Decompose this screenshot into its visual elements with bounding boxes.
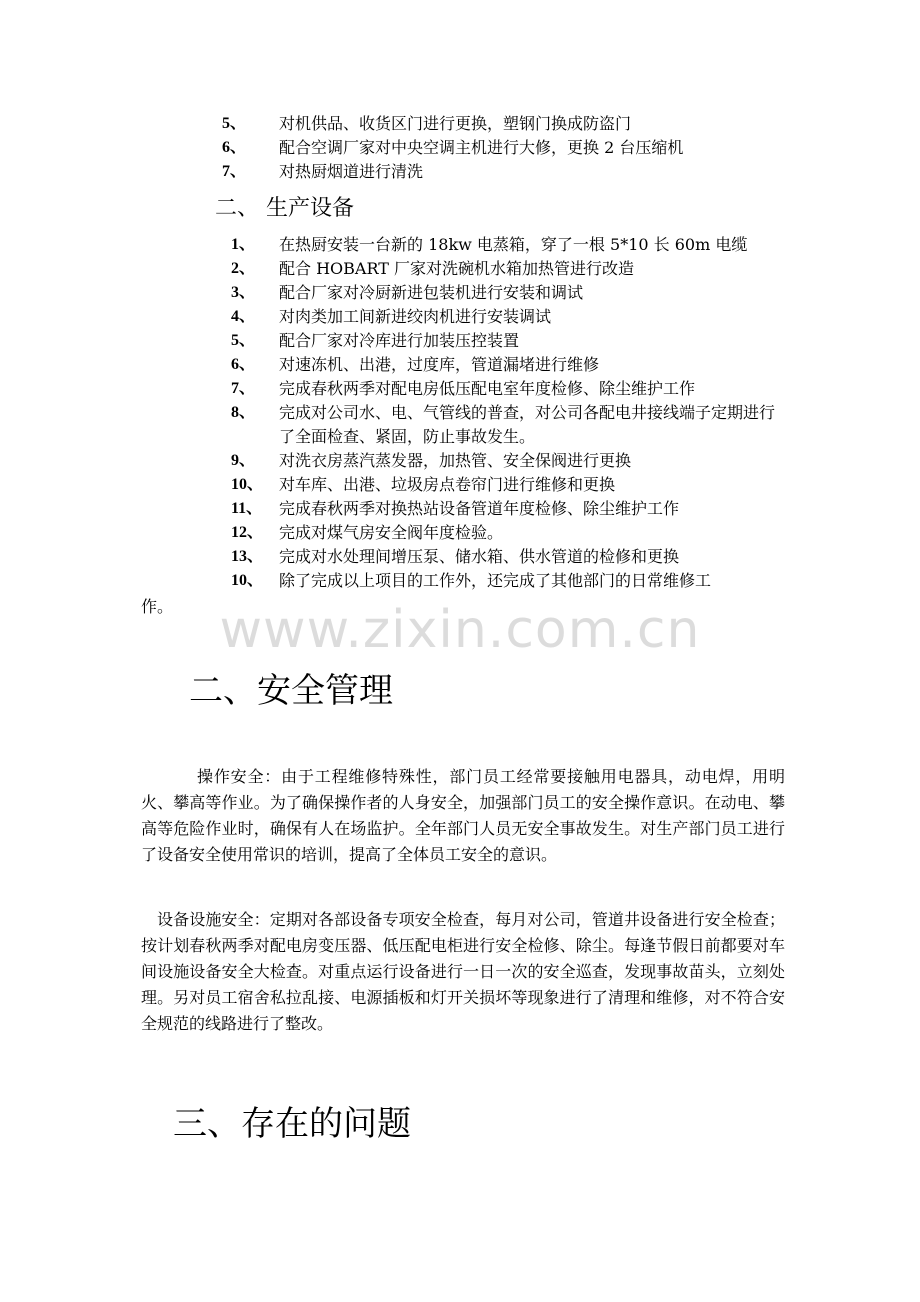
safety-heading: 二、安全管理 (189, 671, 393, 711)
list-item (0, 136, 920, 160)
item-text: 配合 HOBART 厂家对洗碗机水箱加热管进行改造 (279, 259, 634, 278)
list-item (0, 112, 920, 136)
item-text: 配合厂家对冷厨新进包装机进行安装和调试 (279, 283, 584, 302)
item-text: 完成对公司水、电、气管线的普查，对公司各配电井接线端子定期进行了全面检查、紧固，防止事故发生。 (279, 403, 776, 446)
item-number: 2、 (231, 260, 256, 277)
item-text: 对速冻机、出港，过度库，管道漏堵进行维修 (279, 355, 600, 374)
list-item (0, 569, 920, 593)
item-text: 对洗衣房蒸汽蒸发器，加热管、安全保阀进行更换 (279, 451, 632, 470)
list-item (0, 305, 920, 329)
item-number: 6、 (222, 139, 247, 156)
problems-heading: 三、存在的问题 (173, 1104, 411, 1144)
equipment-heading: 二、 生产设备 (215, 196, 354, 221)
item-text: 完成春秋两季对配电房低压配电室年度检修、除尘维护工作 (279, 379, 696, 398)
item-text: 完成对水处理间增压泵、储水箱、供水管道的检修和更换 (279, 547, 680, 566)
item-number: 4、 (231, 308, 256, 325)
item-number: 6、 (231, 356, 256, 373)
item-number: 8、 (231, 404, 256, 421)
item-text: 在热厨安装一台新的 18kw 电蒸箱，穿了一根 5*10 长 60m 电缆 (279, 235, 748, 254)
item-number: 13、 (231, 548, 264, 565)
item-number: 9、 (231, 452, 256, 469)
list-item (0, 401, 920, 449)
item-text: 配合厂家对冷库进行加装压控装置 (279, 331, 520, 350)
equipment-list (0, 233, 920, 593)
safety-paragraph-operation: 操作安全：由于工程维修特殊性，部门员工经常要接触用电器具，动电焊，用明火、攀高等作业。为了确保操作者的人身安全，加强部门员工的安全操作意识。在动电、攀高等危险作业时，确保有人在场监护。全年部门人员无安全事故发生。对生产部门员工进行了设备安全使用常识的培训，提高了全体员工安全的意识。 (141, 767, 785, 864)
item-text: 对肉类加工间新进绞肉机进行安装调试 (279, 307, 552, 326)
item-number: 7、 (231, 380, 256, 397)
item-text: 完成对煤气房安全阀年度检验。 (279, 523, 504, 542)
top-list (0, 112, 920, 184)
item-text: 除了完成以上项目的工作外，还完成了其他部门的日常维修工 (279, 571, 712, 590)
item-text: 对机供品、收货区门进行更换，塑钢门换成防盗门 (279, 114, 632, 133)
item-text: 配合空调厂家对中央空调主机进行大修，更换 2 台压缩机 (279, 138, 684, 157)
list-item (0, 353, 920, 377)
item-number: 3、 (231, 284, 256, 301)
item-text-continuation: 作。 (141, 597, 174, 616)
list-item (0, 257, 920, 281)
watermark: www.zixin.com.cn (219, 600, 701, 660)
item-number: 12、 (231, 524, 264, 541)
list-item (0, 377, 920, 401)
list-item (0, 329, 920, 353)
list-item (0, 497, 920, 521)
list-item (0, 521, 920, 545)
item-number: 7、 (222, 163, 247, 180)
item-number: 5、 (222, 115, 247, 132)
list-item (0, 449, 920, 473)
item-number: 11、 (231, 500, 263, 517)
list-item (0, 545, 920, 569)
item-text: 对热厨烟道进行清洗 (279, 162, 424, 181)
item-number: 10、 (231, 572, 264, 589)
list-item (0, 233, 920, 257)
item-number: 1、 (231, 236, 256, 253)
item-number: 5、 (231, 332, 256, 349)
item-number: 10、 (231, 476, 264, 493)
list-item (0, 473, 920, 497)
item-text: 完成春秋两季对换热站设备管道年度检修、除尘维护工作 (279, 499, 680, 518)
item-text: 对车库、出港、垃圾房点卷帘门进行维修和更换 (279, 475, 616, 494)
list-item (0, 160, 920, 184)
safety-paragraph-equipment: 设备设施安全：定期对各部设备专项安全检查，每月对公司，管道井设备进行安全检查；按计划春秋两季对配电房变压器、低压配电柜进行安全检修、除尘。每逢节假日前都要对车间设施设备安全大检查。对重点运行设备进行一日一次的安全巡查，发现事故苗头，立刻处理。另对员工宿舍私拉乱接、电源插板和灯开关损坏等现象进行了清理和维修，对不符合安全规范的线路进行了整改。 (141, 910, 785, 1033)
list-item (0, 281, 920, 305)
